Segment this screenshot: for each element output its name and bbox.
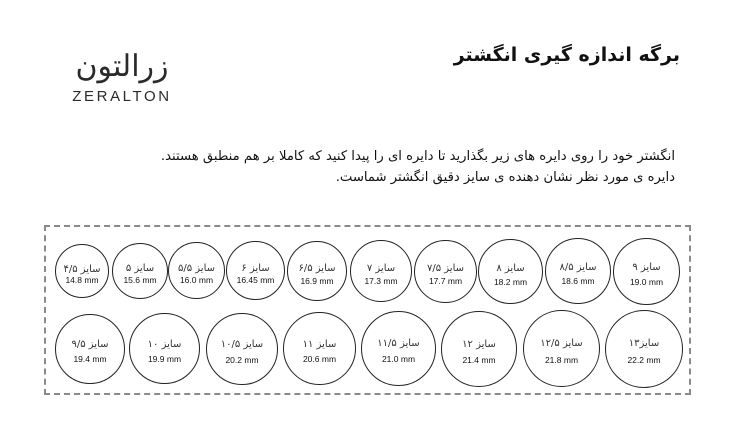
ring-diameter: 19.9 mm: [147, 354, 182, 365]
ring-circle: [226, 241, 285, 300]
brand-logo: [62, 50, 182, 105]
ring-size-label: سایز ۱۱/۵: [377, 338, 420, 350]
ring-size-label: سایز ۸: [496, 262, 525, 274]
ring-size-label: سایز ۵/۵: [177, 262, 216, 274]
brand-name-english: ZERALTON: [72, 88, 172, 105]
ring-size-label: سایز ۹: [632, 262, 661, 274]
ring-diameter: 20.6 mm: [302, 354, 337, 365]
ring-diameter: 15.6 mm: [123, 275, 157, 286]
ring-size-label: سایز ۷: [366, 262, 396, 274]
ring-circle: [287, 241, 347, 301]
ring-circle: [545, 238, 611, 304]
ring-circle: [441, 311, 517, 387]
ring-circle: [112, 243, 168, 299]
ring-size-label: سایز ۷/۵: [426, 262, 465, 274]
ring-size-label: سایز ۱۱: [302, 338, 337, 350]
ring-circle: [129, 313, 200, 384]
ring-circle: [168, 242, 225, 299]
ring-circle: [350, 240, 412, 302]
ring-sizer-sheet: [44, 225, 691, 395]
ring-circle: [605, 310, 683, 388]
ring-size-label: سایز ۱۲/۵: [540, 338, 583, 349]
ring-diameter: 22.2 mm: [627, 355, 661, 366]
ring-circle: [613, 238, 680, 305]
page-title: برگه اندازه گیری انگشتر: [453, 44, 680, 66]
ring-circle: [283, 312, 356, 385]
ring-circle: [206, 313, 278, 385]
ring-size-label: سایز ۸/۵: [559, 262, 597, 274]
ring-diameter: 14.8 mm: [65, 275, 99, 286]
ring-size-label: سایز ۶: [241, 262, 270, 274]
ring-size-label: سایز ۵: [125, 263, 155, 275]
ring-diameter: 21.0 mm: [381, 354, 416, 365]
ring-size-label: سایز ۱۲: [462, 338, 496, 350]
ring-diameter: 21.4 mm: [462, 354, 496, 365]
ring-size-label: سایز ۱۰/۵: [220, 339, 264, 351]
ring-circle: [414, 240, 477, 303]
instruction-line-2: دایره ی مورد نظر نشان دهنده ی سایز دقیق انگشتر شماست.: [335, 170, 675, 185]
ring-diameter: 16.0 mm: [179, 274, 214, 285]
ring-diameter: 18.2 mm: [493, 276, 528, 287]
ring-circle: [55, 244, 109, 298]
ring-size-label: سایز ۴/۵: [63, 263, 101, 275]
ring-size-label: سایز ۱۰: [147, 338, 182, 350]
ring-diameter: 20.2 mm: [225, 354, 259, 365]
ring-size-label: سایز ۶/۵: [298, 262, 336, 274]
ring-diameter: 21.8 mm: [544, 354, 579, 365]
ring-diameter: 19.4 mm: [73, 354, 107, 365]
brand-name-persian: زرالتون: [75, 49, 169, 84]
ring-diameter: 17.7 mm: [428, 276, 463, 287]
instruction-line-1: انگشتر خود را روی دایره های زیر بگذارید تا دایره ای را پیدا کنید که کاملا بر هم منطبق هستند.: [160, 149, 675, 164]
ring-diameter: 17.3 mm: [364, 275, 398, 286]
ring-circle: [523, 310, 600, 387]
ring-diameter: 16.9 mm: [300, 275, 334, 286]
instructions: [75, 146, 675, 188]
ring-circle: [478, 239, 543, 304]
ring-circle: [361, 311, 436, 386]
ring-size-label: سایز۱۳: [628, 338, 660, 350]
ring-size-label: سایز ۹/۵: [71, 339, 109, 351]
ring-diameter: 16.45 mm: [236, 275, 275, 286]
ring-diameter: 19.0 mm: [629, 276, 664, 287]
ring-diameter: 18.6 mm: [561, 276, 595, 287]
ring-circle: [55, 314, 125, 384]
